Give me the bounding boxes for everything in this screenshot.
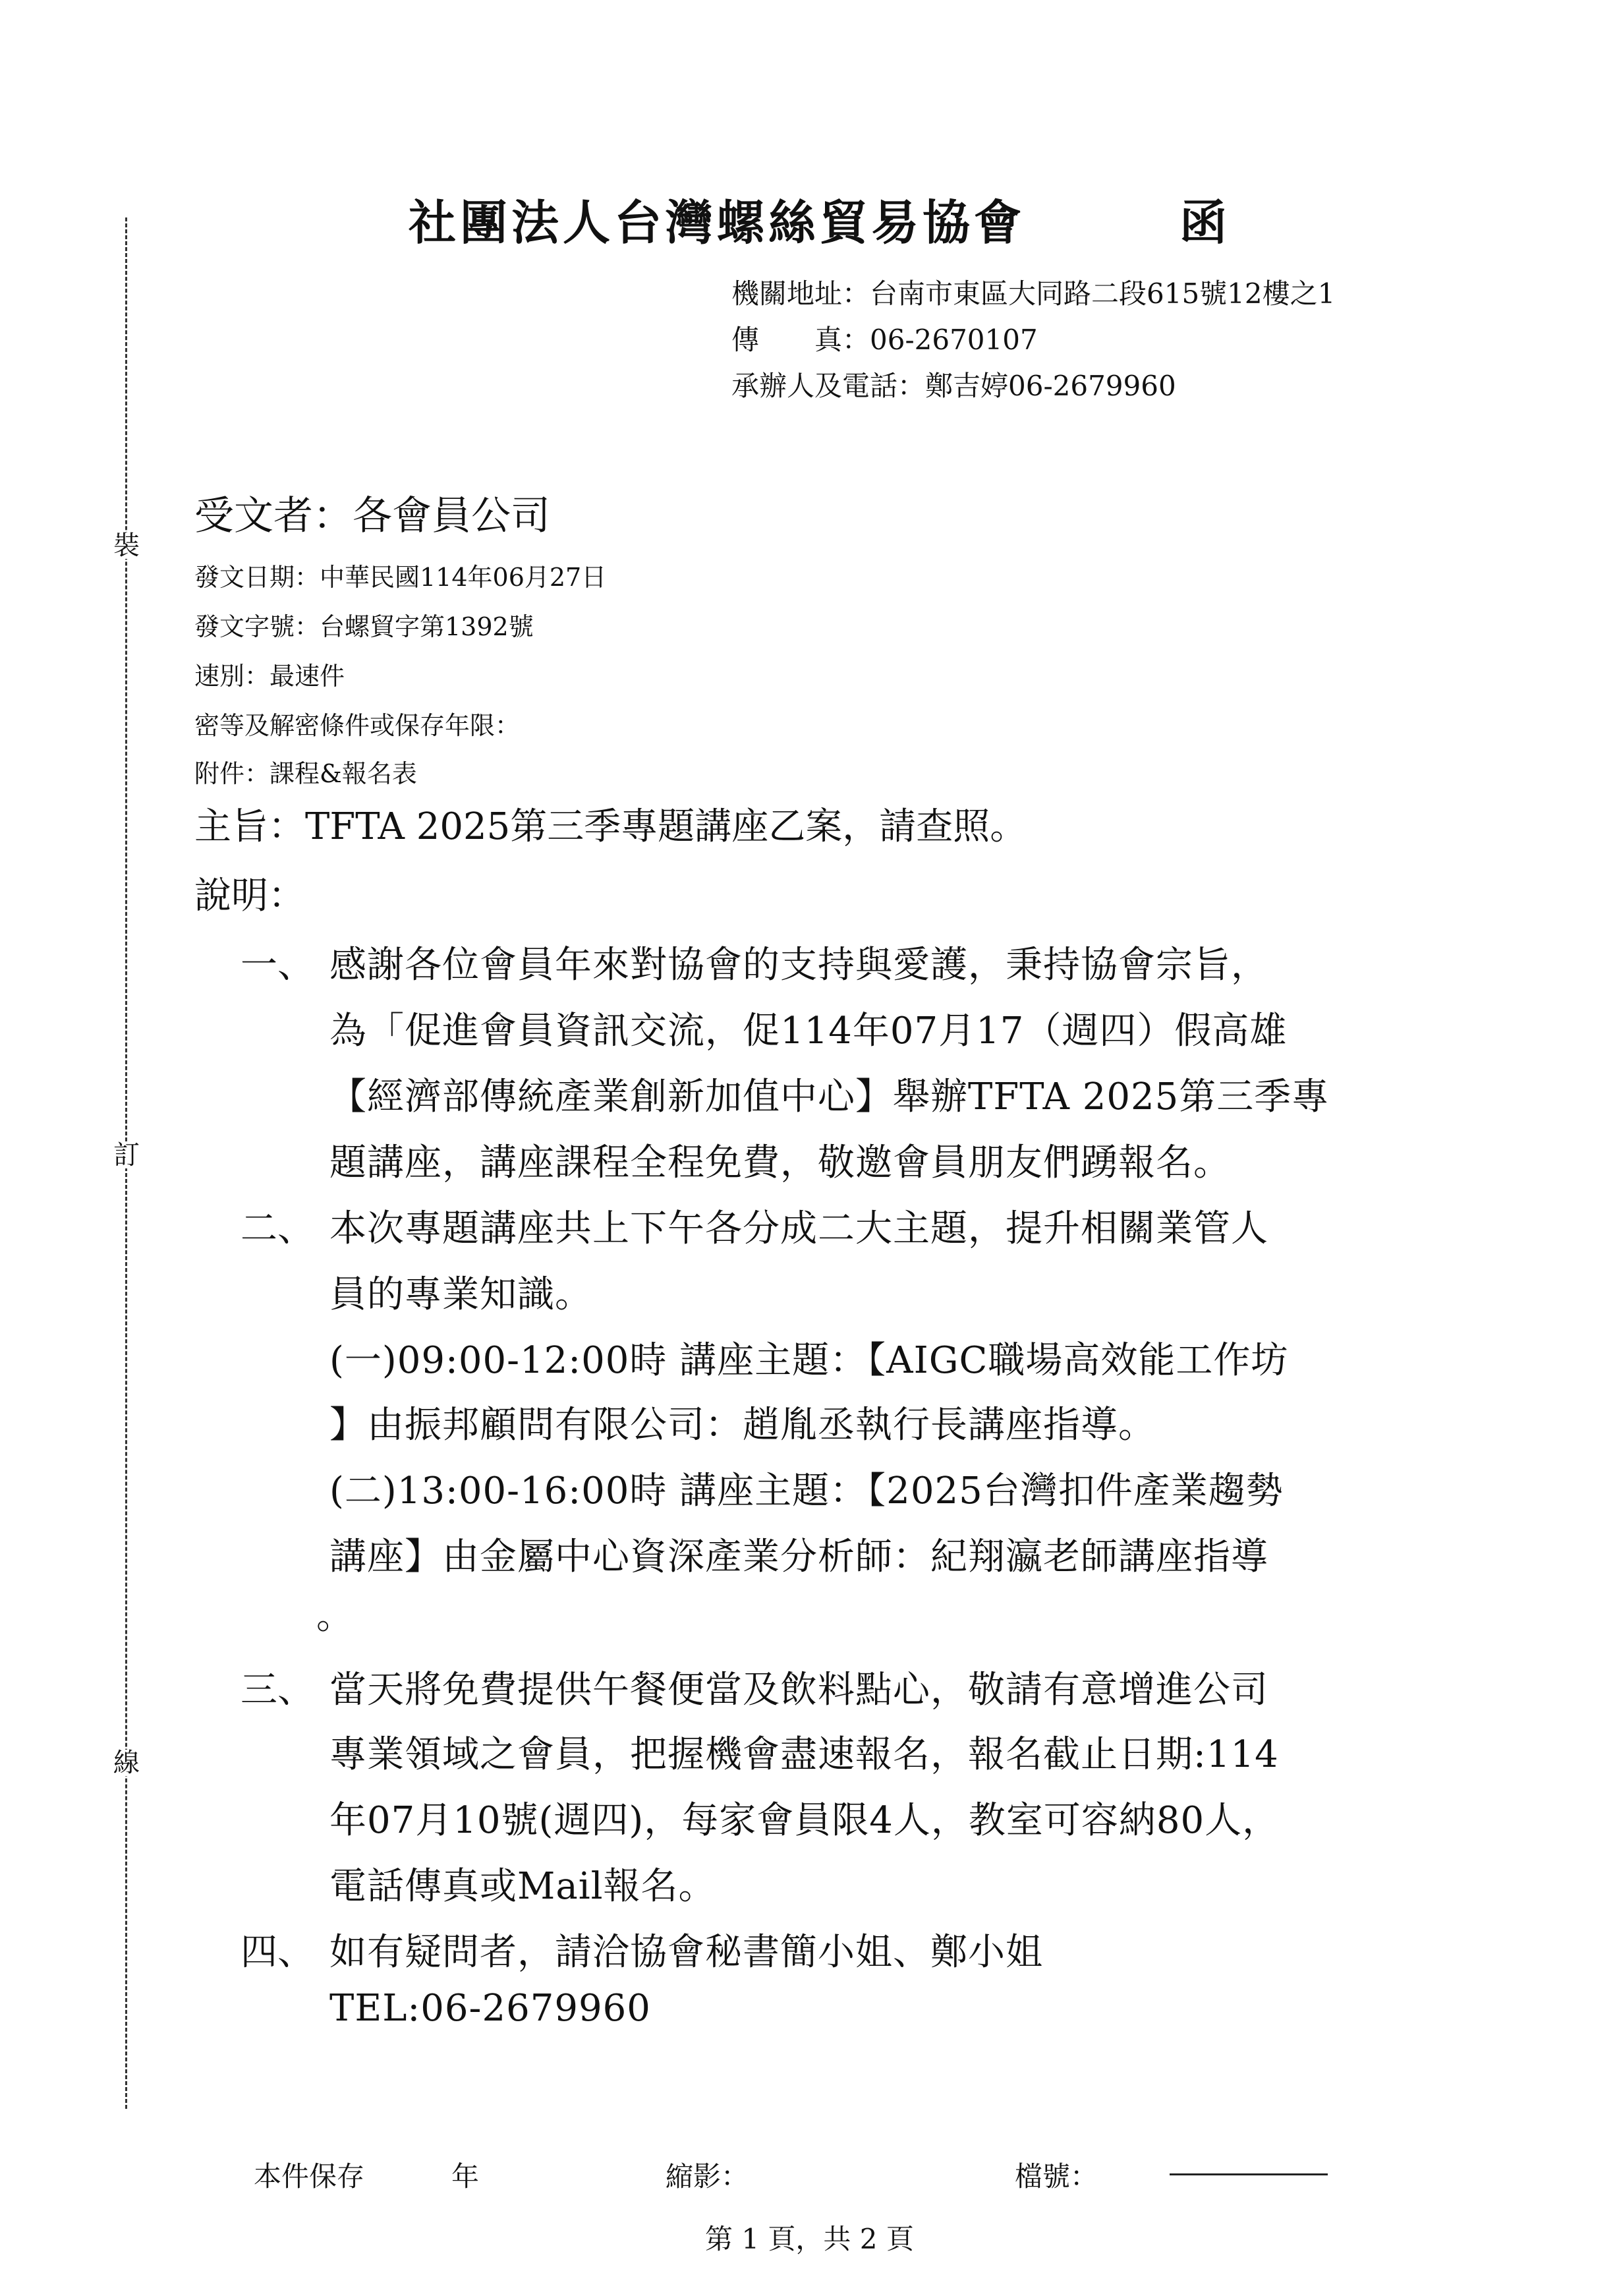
agency-address: 機關地址：台南市東區大同路二段615號12樓之1 <box>731 277 1336 310</box>
retention-year-label: 年 <box>451 2160 480 2193</box>
item-line: 如有疑問者，請洽協會秘書簡小姐、鄭小姐 <box>329 1931 1043 1974</box>
document-number: 發文字號：台螺貿字第1392號 <box>194 612 534 641</box>
file-number-label: 檔號： <box>1015 2160 1098 2193</box>
microfilm-label: 縮影： <box>666 2160 749 2193</box>
item-number: 三、 <box>241 1669 314 1711</box>
security-level: 密等及解密條件或保存年限： <box>194 711 521 740</box>
item-number: 二、 <box>241 1207 314 1250</box>
item-line: 本次專題講座共上下午各分成二大主題，提升相關業管人 <box>329 1207 1268 1250</box>
session-afternoon: (二)13:00-16:00時 講座主題：【2025台灣扣件產業趨勢 <box>329 1470 1284 1512</box>
item-line: 】由振邦顧問有限公司：趙胤丞執行長講座指導。 <box>329 1404 1156 1447</box>
issue-date: 發文日期：中華民國114年06月27日 <box>194 563 607 592</box>
binding-mark-ding: 訂 <box>113 1140 140 1170</box>
retention-label: 本件保存 <box>254 2160 365 2193</box>
page-number: 第 1 頁，共 2 頁 <box>705 2223 914 2255</box>
item-line: 題講座，講座課程全程免費，敬邀會員朋友們踴報名。 <box>329 1141 1231 1184</box>
contact-phone: TEL:06-2679960 <box>329 1987 651 2030</box>
explanation-label: 說明： <box>194 875 305 917</box>
item-line: 【經濟部傳統產業創新加值中心】舉辦TFTA 2025第三季專 <box>329 1076 1330 1118</box>
agency-contact: 承辦人及電話：鄭吉婷06-2679960 <box>731 370 1176 402</box>
item-line: 為「促進會員資訊交流，促114年07月17（週四）假高雄 <box>329 1010 1288 1052</box>
item-line: 電話傳真或Mail報名。 <box>329 1865 716 1908</box>
document-title: 社團法人台灣螺絲貿易協會 <box>409 194 1026 250</box>
item-number: 一、 <box>241 944 314 987</box>
item-line: 當天將免費提供午餐便當及飲料點心，敬請有意增進公司 <box>329 1669 1268 1711</box>
item-line: 專業領域之會員，把握機會盡速報名，報名截止日期:114 <box>329 1733 1279 1776</box>
item-line: 講座】由金屬中心資深產業分析師：紀翔瀛老師講座指導 <box>329 1535 1268 1578</box>
file-number-line <box>1170 2173 1328 2175</box>
session-morning: (一)09:00-12:00時 講座主題：【AIGC職場高效能工作坊 <box>329 1339 1289 1382</box>
item-line: 。 <box>316 1595 354 1638</box>
delivery-speed: 速別：最速件 <box>194 662 345 691</box>
binding-mark-xian: 線 <box>113 1748 140 1778</box>
recipient: 受文者：各會員公司 <box>194 493 550 539</box>
document-type: 函 <box>1179 194 1228 250</box>
item-number: 四、 <box>241 1931 314 1974</box>
item-line: 員的專業知識。 <box>329 1273 592 1316</box>
subject: 主旨：TFTA 2025第三季專題講座乙案，請查照。 <box>194 805 1027 848</box>
item-line: 年07月10號(週四)，每家會員限4人，教室可容納80人， <box>329 1799 1280 1842</box>
attachment: 附件：課程&報名表 <box>194 759 417 788</box>
agency-fax: 傳 真：06-2670107 <box>731 324 1038 356</box>
item-line: 感謝各位會員年來對協會的支持與愛護，秉持協會宗旨， <box>329 944 1268 987</box>
binding-mark-zhuang: 裝 <box>113 531 140 561</box>
